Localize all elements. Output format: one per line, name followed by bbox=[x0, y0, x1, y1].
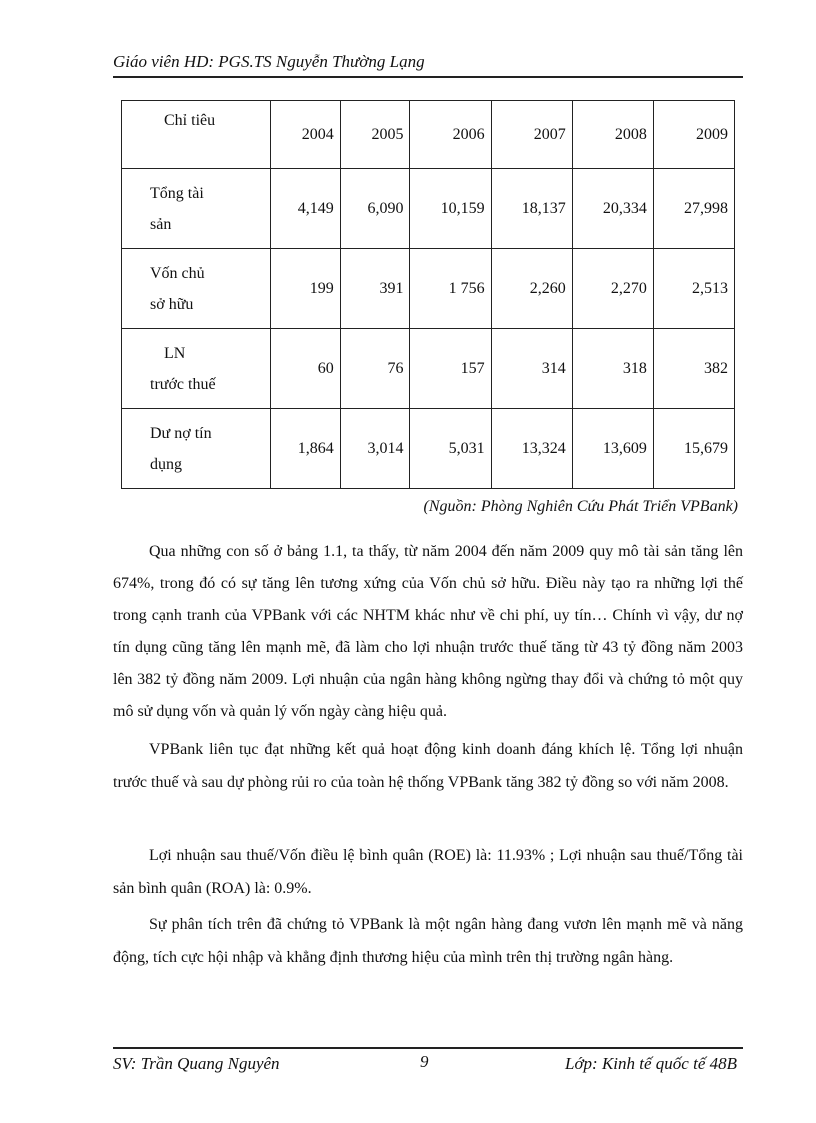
value-cell: 20,334 bbox=[572, 169, 653, 249]
row-label-line2: sản bbox=[150, 215, 172, 233]
table-header-row bbox=[122, 101, 735, 169]
year-cell: 2009 bbox=[653, 101, 734, 169]
value-cell: 391 bbox=[340, 249, 410, 329]
value-cell: 382 bbox=[653, 329, 734, 409]
value-cell: 10,159 bbox=[410, 169, 491, 249]
value-cell: 76 bbox=[340, 329, 410, 409]
value-cell: 6,090 bbox=[340, 169, 410, 249]
value-cell: 60 bbox=[271, 329, 341, 409]
data-table bbox=[121, 100, 735, 489]
row-label-line1: Dư nợ tín bbox=[150, 424, 212, 442]
value-cell: 1 756 bbox=[410, 249, 491, 329]
year-cell: 2007 bbox=[491, 101, 572, 169]
value-cell: 2,513 bbox=[653, 249, 734, 329]
value-cell: 18,137 bbox=[491, 169, 572, 249]
row-label-line2: dụng bbox=[150, 455, 182, 473]
page-header bbox=[113, 50, 743, 78]
page-footer bbox=[113, 1047, 743, 1079]
year-cell: 2005 bbox=[340, 101, 410, 169]
value-cell: 157 bbox=[410, 329, 491, 409]
value-cell: 3,014 bbox=[340, 409, 410, 489]
paragraph: Qua những con số ở bảng 1.1, ta thấy, từ năm 2004 đến năm 2009 quy mô tài sản tăng lên 674%, trong đó có sự tăng lên tương xứng của Vốn chủ sở hữu. Điều này tạo ra những lợi thế trong cạnh tranh của VPBank với các NHTM khác như về chi phí, uy tín… Chính vì vậy, dư nợ tín dụng cũng tăng lên mạnh mẽ, đã làm cho lợi nhuận trước thuế tăng từ 43 tỷ đồng năm 2003 lên 382 tỷ đồng năm 2009. Lợi nhuận của ngân hàng không ngừng thay đổi và chứng tỏ một quy mô sử dụng vốn và quản lý vốn ngày càng hiệu quả. bbox=[113, 543, 743, 720]
row-label-line2: sở hữu bbox=[150, 295, 194, 313]
header-label-cell: Chỉ tiêu bbox=[122, 101, 271, 169]
value-cell: 2,260 bbox=[491, 249, 572, 329]
source-note: (Nguồn: Phòng Nghiên Cứu Phát Triển VPBank) bbox=[423, 498, 738, 515]
row-label-cell bbox=[122, 249, 271, 329]
value-cell: 199 bbox=[271, 249, 341, 329]
page-number: 9 bbox=[420, 1052, 429, 1071]
row-label-line1: LN bbox=[164, 344, 186, 362]
row-label-line1: Tổng tài bbox=[150, 184, 204, 202]
header-text: Giáo viên HD: PGS.TS Nguyễn Thường Lạng bbox=[113, 52, 425, 71]
year-cell: 2004 bbox=[271, 101, 341, 169]
value-cell: 27,998 bbox=[653, 169, 734, 249]
year-cell: 2006 bbox=[410, 101, 491, 169]
row-label-cell bbox=[122, 169, 271, 249]
footer-student: SV: Trần Quang Nguyên bbox=[113, 1054, 280, 1073]
value-cell: 314 bbox=[491, 329, 572, 409]
row-label-line2: trước thuế bbox=[150, 375, 216, 393]
footer-class: Lớp: Kinh tế quốc tế 48B bbox=[565, 1054, 737, 1073]
value-cell: 13,324 bbox=[491, 409, 572, 489]
row-label-cell bbox=[122, 409, 271, 489]
table-row bbox=[122, 409, 735, 489]
year-cell: 2008 bbox=[572, 101, 653, 169]
row-label-cell bbox=[122, 329, 271, 409]
paragraph: Lợi nhuận sau thuế/Vốn điều lệ bình quân (ROE) là: 11.93% ; Lợi nhuận sau thuế/Tổng tài sản bình quân (ROA) là: 0.9%. bbox=[113, 847, 743, 897]
value-cell: 15,679 bbox=[653, 409, 734, 489]
paragraph: Sự phân tích trên đã chứng tỏ VPBank là một ngân hàng đang vươn lên mạnh mẽ và năng động, tích cực hội nhập và khẳng định thương hiệu của mình trên thị trường ngân hàng. bbox=[113, 916, 743, 966]
value-cell: 5,031 bbox=[410, 409, 491, 489]
value-cell: 4,149 bbox=[271, 169, 341, 249]
table-row bbox=[122, 169, 735, 249]
table-row bbox=[122, 329, 735, 409]
value-cell: 318 bbox=[572, 329, 653, 409]
row-label-line1: Vốn chủ bbox=[150, 264, 205, 282]
value-cell: 1,864 bbox=[271, 409, 341, 489]
value-cell: 13,609 bbox=[572, 409, 653, 489]
paragraph: VPBank liên tục đạt những kết quả hoạt động kinh doanh đáng khích lệ. Tổng lợi nhuận trước thuế và sau dự phòng rủi ro của toàn hệ thống VPBank tăng 382 tỷ đồng so với năm 2008. bbox=[113, 741, 743, 791]
table-row bbox=[122, 249, 735, 329]
value-cell: 2,270 bbox=[572, 249, 653, 329]
